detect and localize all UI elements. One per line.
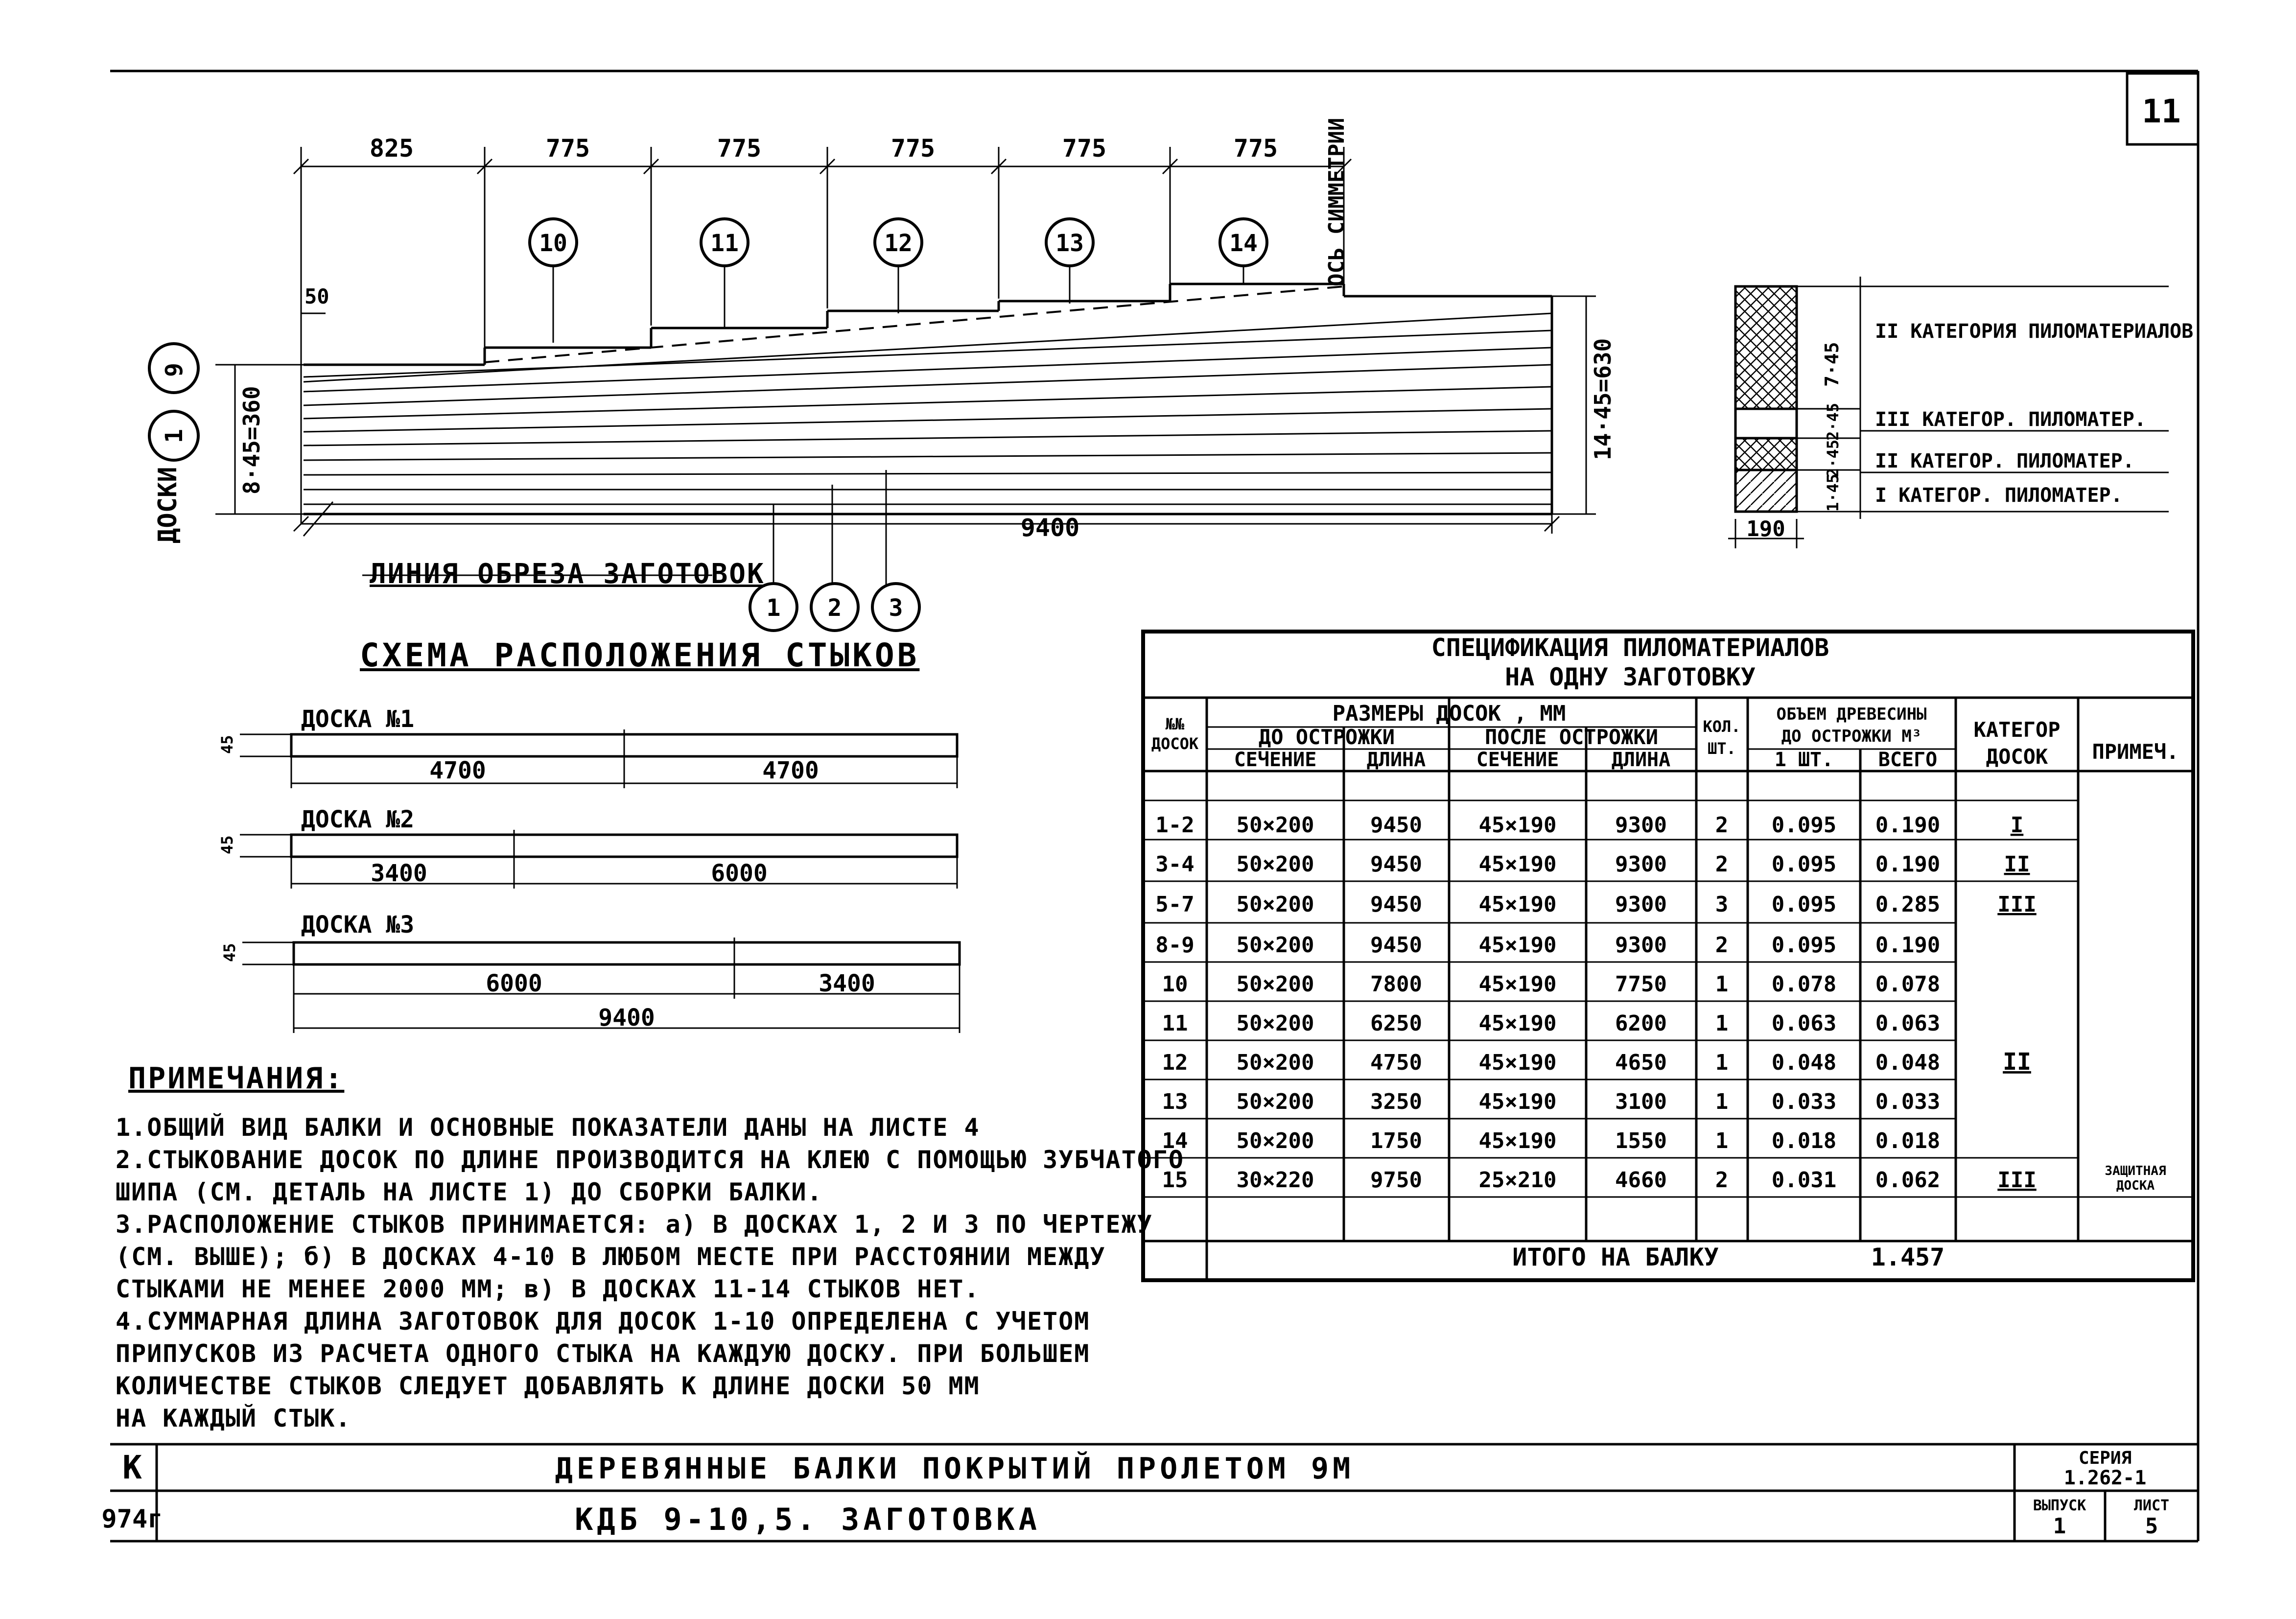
note-line: 4.СУММАРНАЯ ДЛИНА ЗАГОТОВОК ДЛЯ ДОСОК 1-10 ОПРЕДЕЛЕНА С УЧЕТОМ	[116, 1307, 1090, 1336]
svg-text:0.018: 0.018	[1875, 1128, 1941, 1153]
svg-text:6200: 6200	[1615, 1011, 1667, 1036]
dim-left-height: 8·45=360	[238, 386, 265, 494]
table-row	[1162, 972, 1941, 997]
cut-line-label: ЛИНИЯ ОБРЕЗА ЗАГОТОВОК	[370, 558, 765, 590]
specification-table	[1143, 632, 2193, 1280]
dim-top-4: 775	[890, 134, 936, 163]
dim-total-length: 9400	[1020, 514, 1080, 542]
svg-text:2: 2	[827, 594, 842, 622]
svg-text:0.062: 0.062	[1875, 1168, 1941, 1193]
svg-text:50×200: 50×200	[1236, 1089, 1314, 1114]
svg-text:45×190: 45×190	[1478, 933, 1557, 958]
legend-dim-3: 2·45	[1824, 439, 1842, 477]
svg-text:7750: 7750	[1615, 972, 1667, 997]
svg-text:2: 2	[1715, 1168, 1729, 1193]
legend-item-2: III КАТЕГОР. ПИЛОМАТЕР.	[1875, 408, 2146, 431]
issue-value: 1	[2053, 1514, 2066, 1539]
svg-text:45: 45	[220, 943, 239, 962]
svg-text:45×190: 45×190	[1478, 1089, 1557, 1114]
svg-text:3100: 3100	[1615, 1089, 1667, 1114]
drawing-title: ДЕРЕВЯННЫЕ БАЛКИ ПОКРЫТИЙ ПРОЛЕТОМ 9М	[555, 1452, 1355, 1486]
note-line: 2.СТЫКОВАНИЕ ДОСОК ПО ДЛИНЕ ПРОИЗВОДИТСЯ НА КЛЕЮ С ПОМОЩЬЮ ЗУБЧАТОГО	[116, 1146, 1184, 1174]
h-section-2: СЕЧЕНИЕ	[1476, 749, 1559, 771]
series-value: 1.262-1	[2063, 1467, 2147, 1489]
marker-11	[701, 219, 748, 328]
board-3-label: ДОСКА №3	[301, 911, 415, 939]
dim-right-height: 14·45=630	[1590, 338, 1616, 460]
svg-text:III: III	[1997, 892, 2037, 917]
svg-text:1: 1	[766, 594, 781, 622]
svg-text:0.078: 0.078	[1875, 972, 1941, 997]
joint-scheme	[218, 705, 960, 1033]
h-total: ВСЕГО	[1878, 749, 1938, 771]
svg-text:11: 11	[710, 230, 739, 257]
marker-12	[875, 219, 922, 313]
svg-text:3: 3	[889, 594, 903, 622]
marker-14	[1220, 219, 1267, 284]
h-sizes: РАЗМЕРЫ ДОСОК , ММ	[1332, 701, 1566, 726]
svg-text:50×200: 50×200	[1236, 813, 1314, 838]
dim-top-3: 775	[717, 134, 762, 163]
svg-text:ДОСОК: ДОСОК	[1986, 745, 2048, 769]
svg-text:9300: 9300	[1615, 892, 1667, 917]
sheet-number: 11	[2142, 93, 2181, 130]
svg-text:1750: 1750	[1370, 1128, 1422, 1153]
scheme-title: СХЕМА РАСПОЛОЖЕНИЯ СТЫКОВ	[360, 636, 920, 674]
svg-text:1550: 1550	[1615, 1128, 1667, 1153]
svg-text:9: 9	[161, 363, 188, 377]
svg-text:15: 15	[1162, 1168, 1188, 1193]
svg-text:13: 13	[1162, 1089, 1188, 1114]
svg-text:1: 1	[1715, 1011, 1729, 1036]
svg-text:4750: 4750	[1370, 1050, 1422, 1075]
marker-2	[811, 584, 858, 631]
board-1-seg-1: 4700	[429, 757, 486, 784]
svg-text:4660: 4660	[1615, 1168, 1667, 1193]
svg-text:2: 2	[1715, 933, 1729, 958]
marker-9	[149, 344, 198, 393]
legend-dim-1: 7·45	[1821, 342, 1843, 387]
svg-text:14: 14	[1162, 1128, 1188, 1153]
svg-text:45×190: 45×190	[1478, 852, 1557, 877]
note-line: ШИПА (СМ. ДЕТАЛЬ НА ЛИСТЕ 1) ДО СБОРКИ БАЛКИ.	[116, 1178, 823, 1206]
svg-text:1: 1	[1715, 1089, 1729, 1114]
svg-text:0.033: 0.033	[1875, 1089, 1941, 1114]
symmetry-axis-label: ОСЬ СИММЕТРИИ	[1324, 117, 1349, 286]
svg-text:ДОСОК: ДОСОК	[1151, 734, 1199, 753]
marker-13	[1046, 219, 1093, 304]
svg-text:13: 13	[1055, 230, 1084, 257]
svg-text:45×190: 45×190	[1478, 1128, 1557, 1153]
svg-text:1-2: 1-2	[1155, 813, 1195, 838]
legend-width: 190	[1746, 516, 1785, 541]
svg-text:КОЛ.: КОЛ.	[1703, 717, 1741, 736]
note-line: 3.РАСПОЛОЖЕНИЕ СТЫКОВ ПРИНИМАЕТСЯ: а) В ДОСКАХ 1, 2 И 3 ПО ЧЕРТЕЖУ	[116, 1210, 1153, 1239]
svg-text:5-7: 5-7	[1155, 892, 1195, 917]
legend-dim-4: 1·45	[1824, 473, 1842, 512]
svg-text:50×200: 50×200	[1236, 1128, 1314, 1153]
sheet-label: ЛИСТ	[2133, 1497, 2170, 1514]
svg-text:0.095: 0.095	[1771, 933, 1837, 958]
svg-text:0.033: 0.033	[1771, 1089, 1837, 1114]
h-num: №№	[1165, 715, 1185, 733]
marker-1-left	[149, 411, 198, 460]
svg-text:12: 12	[884, 230, 913, 257]
svg-text:45: 45	[218, 735, 236, 754]
svg-text:ДО ОСТРОЖКИ М³: ДО ОСТРОЖКИ М³	[1781, 727, 1922, 746]
legend-dim-2: 2·45	[1824, 402, 1842, 441]
svg-text:0.078: 0.078	[1771, 972, 1837, 997]
svg-text:50×200: 50×200	[1236, 972, 1314, 997]
svg-text:II: II	[2003, 1048, 2031, 1076]
svg-text:30×220: 30×220	[1236, 1168, 1314, 1193]
svg-text:0.285: 0.285	[1875, 892, 1941, 917]
svg-text:50×200: 50×200	[1236, 933, 1314, 958]
svg-text:1: 1	[1715, 972, 1729, 997]
board-3-seg-1: 6000	[486, 970, 542, 997]
svg-text:6250: 6250	[1370, 1011, 1422, 1036]
table-row	[1162, 1050, 1941, 1075]
svg-text:0.063: 0.063	[1875, 1011, 1941, 1036]
beam-laminations	[304, 284, 1552, 514]
h-length-2: ДЛИНА	[1611, 749, 1671, 771]
svg-text:0.063: 0.063	[1771, 1011, 1837, 1036]
svg-text:12: 12	[1162, 1050, 1188, 1075]
svg-text:2: 2	[1715, 813, 1729, 838]
dim-top-6: 775	[1233, 134, 1278, 163]
note-line: (СМ. ВЫШЕ); б) В ДОСКАХ 4-10 В ЛЮБОМ МЕСТЕ ПРИ РАССТОЯНИИ МЕЖДУ	[116, 1243, 1106, 1271]
total-value: 1.457	[1871, 1243, 1945, 1271]
svg-text:0.018: 0.018	[1771, 1128, 1837, 1153]
svg-text:50×200: 50×200	[1236, 892, 1314, 917]
svg-text:0.095: 0.095	[1771, 852, 1837, 877]
board-3-seg-2: 3400	[819, 970, 875, 997]
spec-title-2: НА ОДНУ ЗАГОТОВКУ	[1505, 663, 1756, 691]
svg-text:0.031: 0.031	[1771, 1168, 1837, 1193]
note-line: НА КАЖДЫЙ СТЫК.	[116, 1404, 351, 1432]
dim-top-1: 825	[369, 134, 414, 163]
svg-text:1: 1	[1715, 1050, 1729, 1075]
svg-text:ДОСКА: ДОСКА	[2116, 1178, 2155, 1193]
issue-label: ВЫПУСК	[2033, 1497, 2086, 1514]
note-line: СТЫКАМИ НЕ МЕНЕЕ 2000 ММ; в) В ДОСКАХ 11-14 СТЫКОВ НЕТ.	[116, 1275, 980, 1303]
notes-title: ПРИМЕЧАНИЯ:	[128, 1061, 345, 1096]
board-1-label: ДОСКА №1	[301, 705, 415, 733]
note-line: КОЛИЧЕСТВЕ СТЫКОВ СЛЕДУЕТ ДОБАВЛЯТЬ К ДЛИНЕ ДОСКИ 50 ММ	[116, 1372, 980, 1400]
svg-text:III: III	[1997, 1168, 2037, 1193]
h-length-1: ДЛИНА	[1366, 749, 1426, 771]
svg-text:45×190: 45×190	[1478, 972, 1557, 997]
board-2-seg-1: 3400	[371, 860, 427, 887]
h-one: 1 ШТ.	[1774, 749, 1834, 771]
category-legend	[1728, 277, 2193, 548]
title-left-top: К	[122, 1449, 142, 1486]
svg-text:50×200: 50×200	[1236, 1011, 1314, 1036]
svg-text:ЗАЩИТНАЯ: ЗАЩИТНАЯ	[2105, 1164, 2166, 1178]
svg-text:II: II	[2004, 852, 2030, 877]
dim-top-5: 775	[1062, 134, 1107, 163]
table-row	[1162, 1168, 2037, 1193]
board-2-label: ДОСКА №2	[301, 806, 415, 833]
board-2-seg-2: 6000	[711, 860, 768, 887]
svg-text:ОБЪЕМ ДРЕВЕСИНЫ: ОБЪЕМ ДРЕВЕСИНЫ	[1776, 704, 1927, 724]
svg-text:3: 3	[1715, 892, 1729, 917]
legend-item-4: I КАТЕГОР. ПИЛОМАТЕР.	[1875, 484, 2123, 507]
legend-item-1: II КАТЕГОРИЯ ПИЛОМАТЕРИАЛОВ	[1875, 320, 2194, 343]
svg-text:8-9: 8-9	[1155, 933, 1195, 958]
svg-text:1: 1	[1715, 1128, 1729, 1153]
svg-text:3-4: 3-4	[1155, 852, 1195, 877]
h-note: ПРИМЕЧ.	[2092, 740, 2179, 764]
svg-text:ШТ.: ШТ.	[1708, 739, 1736, 758]
sheet-value: 5	[2145, 1514, 2158, 1539]
table-row	[1155, 852, 2030, 877]
series-label: СЕРИЯ	[2078, 1448, 2132, 1468]
table-row	[1162, 1089, 1941, 1114]
board-1-seg-2: 4700	[762, 757, 819, 784]
svg-text:45×190: 45×190	[1478, 1050, 1557, 1075]
svg-text:9450: 9450	[1370, 813, 1422, 838]
svg-text:9300: 9300	[1615, 852, 1667, 877]
spec-title-1: СПЕЦИФИКАЦИЯ ПИЛОМАТЕРИАЛОВ	[1431, 634, 1829, 662]
marker-3	[872, 584, 919, 631]
svg-text:9750: 9750	[1370, 1168, 1422, 1193]
svg-text:0.048: 0.048	[1875, 1050, 1941, 1075]
svg-text:14: 14	[1229, 230, 1258, 257]
svg-text:11: 11	[1162, 1011, 1188, 1036]
h-before: ДО ОСТРОЖКИ	[1258, 725, 1395, 749]
svg-text:0.048: 0.048	[1771, 1050, 1837, 1075]
table-row	[1162, 1128, 1941, 1153]
note-line: 1.ОБЩИЙ ВИД БАЛКИ И ОСНОВНЫЕ ПОКАЗАТЕЛИ ДАНЫ НА ЛИСТЕ 4	[116, 1113, 980, 1142]
svg-text:9300: 9300	[1615, 933, 1667, 958]
title-left-bottom: 974г	[101, 1504, 163, 1534]
dim-top-2: 775	[545, 134, 590, 163]
scheme-total: 9400	[598, 1004, 655, 1032]
table-row	[1155, 933, 1940, 958]
svg-text:45×190: 45×190	[1478, 892, 1557, 917]
boards-label: ДОСКИ	[153, 467, 183, 543]
h-section-1: СЕЧЕНИЕ	[1234, 749, 1317, 771]
svg-text:50×200: 50×200	[1236, 1050, 1314, 1075]
svg-text:50×200: 50×200	[1236, 852, 1314, 877]
h-after: ПОСЛЕ ОСТРОЖКИ	[1484, 725, 1659, 749]
svg-text:9450: 9450	[1370, 852, 1422, 877]
svg-text:3250: 3250	[1370, 1089, 1422, 1114]
svg-text:0.095: 0.095	[1771, 892, 1837, 917]
svg-text:0.190: 0.190	[1875, 933, 1941, 958]
legend-item-3: II КАТЕГОР. ПИЛОМАТЕР.	[1875, 450, 2134, 472]
drawing-subtitle: КДБ 9-10,5. ЗАГОТОВКА	[575, 1502, 1041, 1537]
svg-text:45×190: 45×190	[1478, 813, 1557, 838]
svg-text:25×210: 25×210	[1478, 1168, 1557, 1193]
marker-10	[530, 219, 577, 343]
marker-1	[750, 584, 797, 631]
dimension-ticks-top	[294, 147, 1351, 524]
table-row	[1155, 813, 2023, 838]
svg-text:45×190: 45×190	[1478, 1011, 1557, 1036]
svg-text:4650: 4650	[1615, 1050, 1667, 1075]
svg-text:9450: 9450	[1370, 933, 1422, 958]
note-line: ПРИПУСКОВ ИЗ РАСЧЕТА ОДНОГО СТЫКА НА КАЖДУЮ ДОСКУ. ПРИ БОЛЬШЕМ	[116, 1339, 1090, 1368]
svg-text:9450: 9450	[1370, 892, 1422, 917]
svg-text:КАТЕГОР: КАТЕГОР	[1973, 718, 2061, 742]
svg-text:0.190: 0.190	[1875, 813, 1941, 838]
svg-text:7800: 7800	[1370, 972, 1422, 997]
svg-text:0.095: 0.095	[1771, 813, 1837, 838]
title-block	[101, 1444, 2198, 1541]
total-label: ИТОГО НА БАЛКУ	[1512, 1243, 1719, 1271]
svg-text:0.190: 0.190	[1875, 852, 1941, 877]
dim-50: 50	[305, 284, 329, 308]
svg-text:9300: 9300	[1615, 813, 1667, 838]
svg-text:10: 10	[1162, 972, 1188, 997]
svg-text:I: I	[2010, 813, 2024, 838]
beam-blank-drawing	[153, 118, 1616, 587]
svg-text:10: 10	[539, 230, 567, 257]
svg-text:1: 1	[161, 429, 188, 443]
svg-text:2: 2	[1715, 852, 1729, 877]
svg-text:45: 45	[218, 835, 236, 854]
table-row	[1155, 892, 2036, 917]
